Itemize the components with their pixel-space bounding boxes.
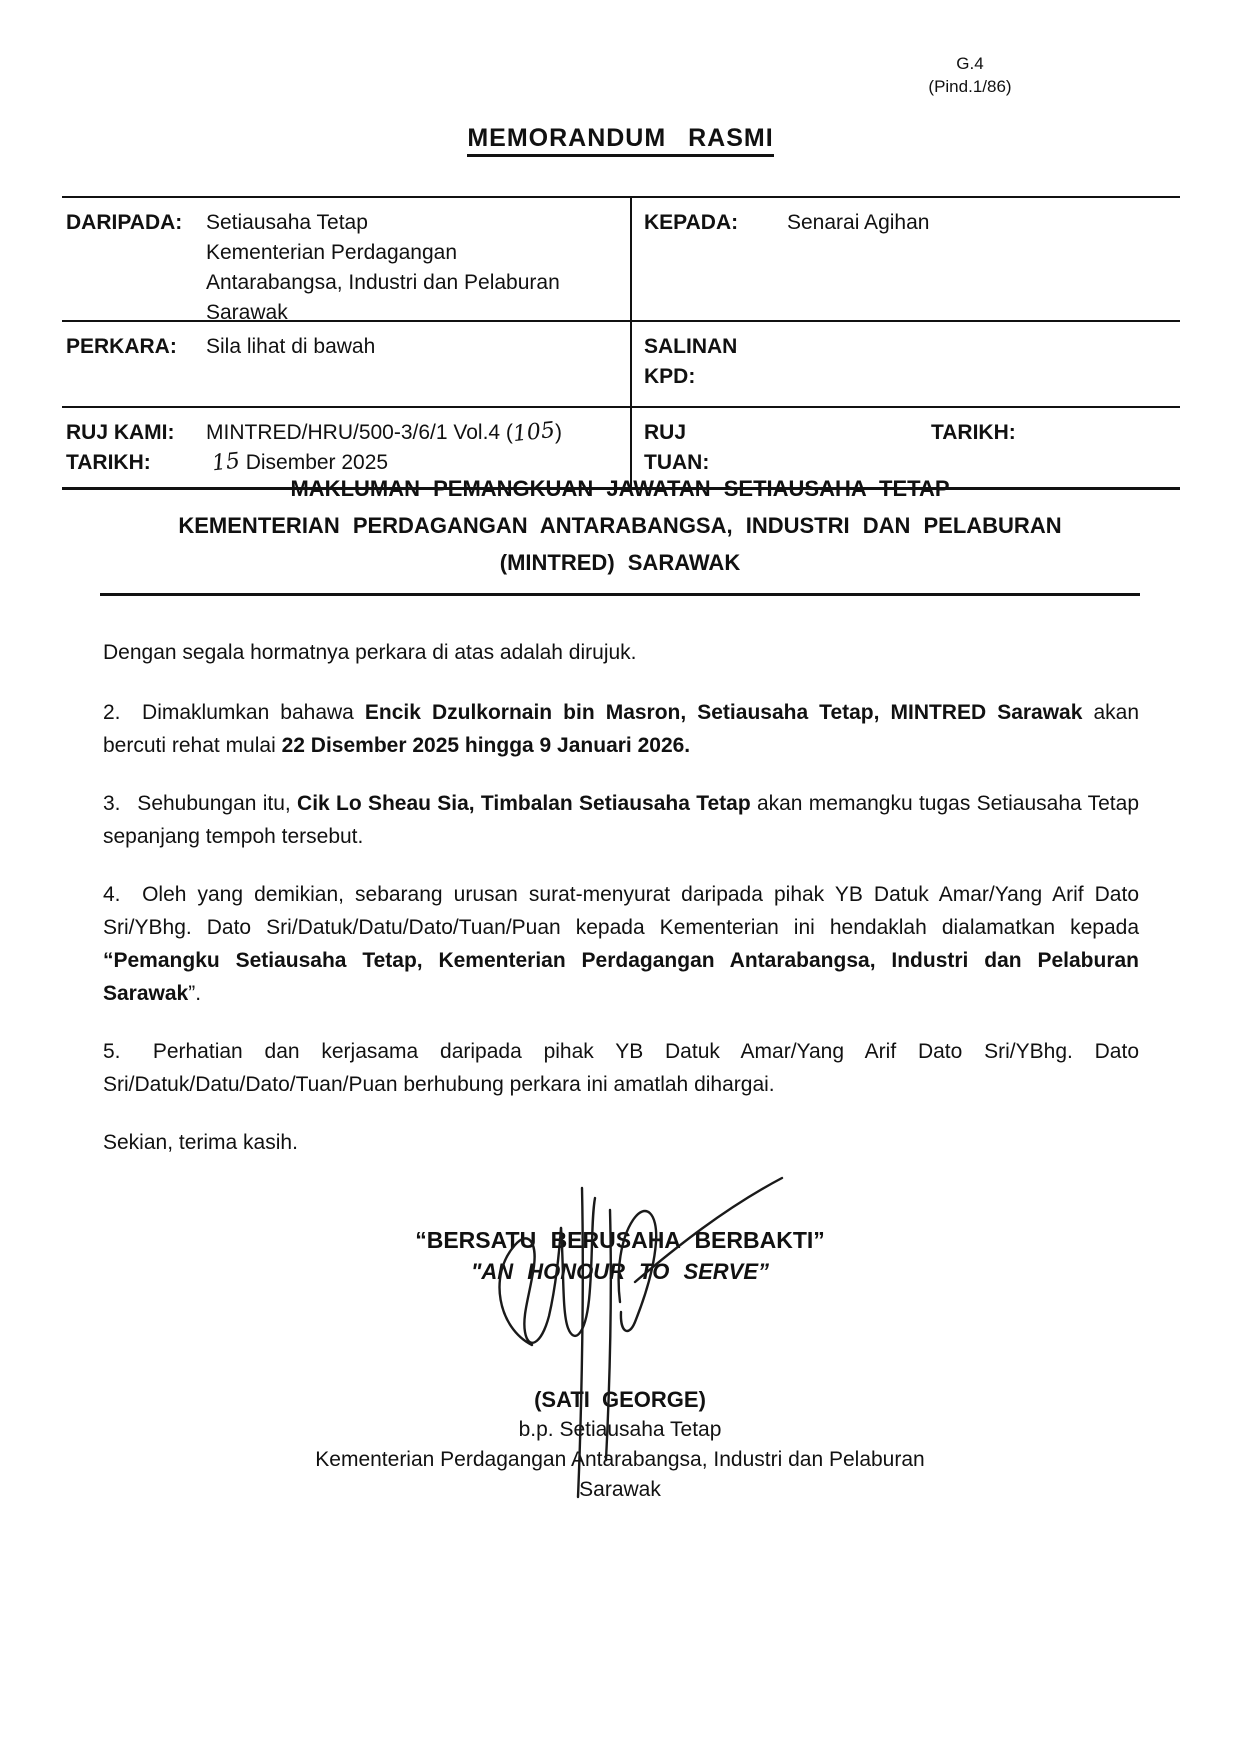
page-title: MEMORANDUM RASMI: [0, 124, 1241, 153]
perkara-label: PERKARA:: [66, 335, 177, 358]
signatory-org-line1: Kementerian Perdagangan Antarabangsa, Industri dan Pelaburan: [315, 1448, 925, 1471]
tarikh-right-label: TARIKH:: [931, 421, 1016, 444]
signatory-org-line2: Sarawak: [579, 1478, 661, 1501]
motto-line-english: "AN HONOUR TO SERVE”: [470, 1259, 770, 1284]
subject-line-1: MAKLUMAN PEMANGKUAN JAWATAN SETIAUSAHA TETAP: [290, 476, 950, 501]
daripada-label: DARIPADA:: [66, 211, 183, 234]
ruj-kami-label: RUJ KAMI:: [66, 421, 175, 444]
paragraph-3: 3. Sehubungan itu, Cik Lo Sheau Sia, Timbalan Setiausaha Tetap akan memangku tugas Setiausaha Tetap sepanjang tempoh tersebut.: [103, 792, 1139, 848]
form-code-block: [900, 52, 1040, 98]
motto-line-malay: “BERSATU BERUSAHA BERBAKTI”: [415, 1227, 825, 1253]
signatory-bp-line: b.p. Setiausaha Tetap: [518, 1418, 722, 1441]
subject-line-2: KEMENTERIAN PERDAGANGAN ANTARABANGSA, INDUSTRI DAN PELABURAN: [178, 513, 1062, 538]
cell-salinan-kpd: [632, 322, 1180, 408]
kepada-label: KEPADA:: [644, 211, 739, 234]
paragraph-4: 4. Oleh yang demikian, sebarang urusan surat-menyurat daripada pihak YB Datuk Amar/Yang Arif Dato Sri/YBhg. Dato Sri/Datuk/Datu/Dato/Tuan/Puan kepada Kementerian ini hendaklah dialamatkan kepada “Pemangku Setiausaha Tetap, Kementerian Perdagangan Antarabangsa, Industri dan Pelaburan Sarawak”.: [103, 883, 1139, 1005]
daripada-value: Setiausaha Tetap Kementerian Perdagangan Antarabangsa, Industri dan Pelaburan Sarawak: [206, 211, 560, 324]
cell-kepada: [632, 198, 1180, 322]
form-revision: (Pind.1/86): [928, 77, 1012, 96]
paragraph-1: Dengan segala hormatnya perkara di atas adalah dirujuk.: [103, 641, 637, 664]
kepada-value: Senarai Agihan: [787, 211, 930, 234]
subject-line-3: (MINTRED) SARAWAK: [499, 550, 741, 575]
perkara-value: Sila lihat di bawah: [206, 335, 376, 358]
tarikh-left-value: 15 Disember 2025: [206, 448, 624, 478]
motto-block: [40, 1224, 1200, 1288]
signatory-name: (SATI GEORGE): [534, 1387, 706, 1412]
subject-heading: [100, 470, 1140, 596]
memo-header-table: [62, 196, 1180, 490]
memo-body: [103, 636, 1139, 1184]
signoff-block: [40, 1385, 1200, 1505]
cell-daripada: [62, 198, 632, 322]
paragraph-2: 2. Dimaklumkan bahawa Encik Dzulkornain bin Masron, Setiausaha Tetap, MINTRED Sarawak akan bercuti rehat mulai 22 Disember 2025 hingga 9 Januari 2026.: [103, 701, 1139, 757]
form-code: G.4: [956, 54, 984, 73]
salinan-label: SALINAN KPD:: [644, 335, 738, 388]
paragraph-5: 5. Perhatian dan kerjasama daripada pihak YB Datuk Amar/Yang Arif Dato Sri/YBhg. Dato Sri/Datuk/Datu/Dato/Tuan/Puan berhubung perkara ini amatlah dihargai.: [103, 1040, 1139, 1096]
handwritten-day: 15: [210, 448, 242, 477]
cell-perkara: [62, 322, 632, 408]
handwritten-ref-number: 105: [511, 417, 557, 448]
ruj-kami-value: MINTRED/HRU/500-3/6/1 Vol.4 (105): [206, 418, 624, 448]
tarikh-left-label: TARIKH:: [66, 451, 151, 474]
closing-line: Sekian, terima kasih.: [103, 1131, 298, 1154]
ruj-tuan-label: RUJ TUAN:: [644, 421, 710, 474]
